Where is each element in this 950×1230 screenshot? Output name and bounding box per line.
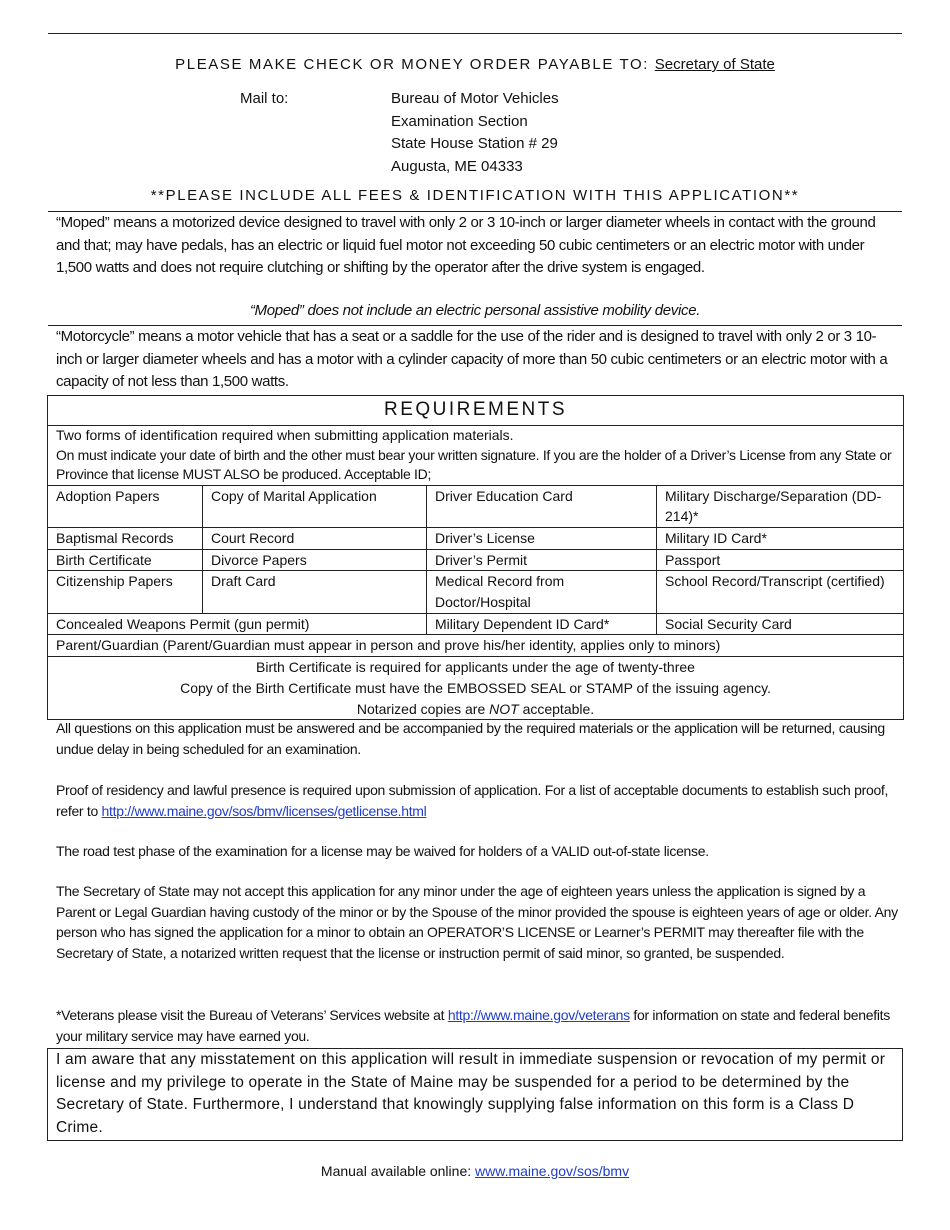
id-cell: Social Security Card [657,613,904,635]
id-cell: Birth Certificate [48,549,203,571]
veterans-text: *Veterans please visit the Bureau of Veterans’ Services website at [56,1007,448,1023]
requirements-title: REQUIREMENTS [48,396,904,426]
table-row [48,613,904,635]
top-rule [48,33,902,34]
payable-line [48,56,902,73]
questions-paragraph: All questions on this application must be answered and be accompanied by the required materials or the application will be returned, causing undue delay in being scheduled for an examination. [56,720,885,757]
parent-guardian-cell: Parent/Guardian (Parent/Guardian must appear in person and prove his/her identity, applies only to minors) [48,635,904,657]
id-cell: Military Discharge/Separation (DD-214)* [657,485,904,527]
intro-line: On must indicate your date of birth and the other must bear your written signature. If you are the holder of a Driver’s License from any State or Province that license MUST ALSO be produced. Acceptable ID; [56,446,892,482]
id-cell: Military ID Card* [657,527,904,549]
notarized-text: Notarized copies are [356,700,490,717]
id-cell: Driver Education Card [427,485,657,527]
address-line: Examination Section [391,112,528,130]
minor-paragraph: The Secretary of State may not accept this application for any minor under the age of eighteen years unless the application is signed by a Parent or Legal Guardian having custody of the minor or by the Spouse of the minor provided the spouse is eighteen years of age or older. Any person who has signed the application for a minor to obtain an OPERATOR’S LICENSE or Learner’s PERMIT may thereafter file with the Secretary of State, a notarized written request that the license or instruction permit of said minor, so granted, be suspended. [56,883,898,961]
veterans-link[interactable]: http://www.maine.gov/veterans [447,1007,630,1023]
table-row [48,635,904,657]
id-cell: Military Dependent ID Card* [427,613,657,635]
id-cell: Draft Card [203,571,427,613]
id-cell: School Record/Transcript (certified) [657,571,904,613]
id-cell: Passport [657,549,904,571]
id-cell: Court Record [203,527,427,549]
table-row [48,657,904,720]
moped-note: “Moped” does not include an electric personal assistive mobility device. [249,302,701,319]
moped-definition: “Moped” means a motorized device designed to travel with only 2 or 3 10-inch or larger diameter wheels in contact with the ground and that; may have pedals, has an electric or liquid fuel motor not exceeding 50 cubic centimeters or an electric motor with under 1,500 watts and does not require clutching or shifting by the operator after the drive system is engaged. [56,214,876,276]
residency-text: Proof of residency and lawful presence is required upon submission of application. For a list of acceptable documents to establish such proof, refer to [56,782,889,819]
intro-line: Two forms of identification required when submitting application materials. [56,427,514,443]
manual-link[interactable]: www.maine.gov/sos/bmv [475,1163,630,1179]
table-row [48,527,904,549]
id-cell: Concealed Weapons Permit (gun permit) [48,613,427,635]
id-cell: Medical Record from Doctor/Hospital [427,571,657,613]
id-cell: Citizenship Papers [48,571,203,613]
address-line: Bureau of Motor Vehicles [391,90,559,107]
mail-address [391,88,559,179]
birth-line: Birth Certificate is required for applicants under the age of twenty-three [256,659,695,676]
id-cell: Copy of Marital Application [203,485,427,527]
table-row [48,485,904,527]
fees-notice: **PLEASE INCLUDE ALL FEES & IDENTIFICATION WITH THIS APPLICATION** [150,187,800,204]
id-cell: Driver’s Permit [427,549,657,571]
birth-line [56,699,895,720]
veterans-paragraph [56,1005,902,1046]
id-cell: Driver’s License [427,527,657,549]
not-emphasis: NOT [489,700,519,717]
address-line: State House Station # 29 [391,135,558,153]
id-cell: Divorce Papers [203,549,427,571]
table-row [48,549,904,571]
birth-line: Copy of the Birth Certificate must have the EMBOSSED SEAL or STAMP of the issuing agency. [180,679,771,696]
misstatement-warning: I am aware that any misstatement on this application will result in immediate suspension or revocation of my permit or license and my privilege to operate in the State of Maine may be suspended for a period to be determined by the Secretary of State. Furthermore, I understand that knowingly supplying false information on this form is a Class D Crime. [47,1048,903,1141]
id-cell: Adoption Papers [48,485,203,527]
table-row [48,571,904,613]
manual-label: Manual available online: [320,1163,476,1179]
id-cell: Baptismal Records [48,527,203,549]
payee-name: Secretary of State [654,56,775,73]
address-line: Augusta, ME 04333 [391,158,523,176]
mail-label: Mail to: [240,90,289,107]
payable-label: PLEASE MAKE CHECK OR MONEY ORDER PAYABLE TO: [175,56,649,73]
birth-certificate-cell [48,657,904,720]
residency-paragraph [56,780,902,821]
veterans-text-end: for information on state and federal benefits your military service may have earned you. [56,1007,890,1044]
motorcycle-definition: “Motorcycle” means a motor vehicle that has a seat or a saddle for the use of the rider and is designed to travel with only 2 or 3 10-inch or larger diameter wheels and has a motor with a cylinder capacity of more than 50 cubic centimeters or an electric motor with a capacity of not less than 1,500 watts. [56,328,888,390]
footer [48,1163,902,1179]
getlicense-link[interactable]: http://www.maine.gov/sos/bmv/licenses/getlicense.html [101,802,427,819]
road-test-paragraph: The road test phase of the examination for a license may be waived for holders of a VALID out-of-state license. [56,843,709,859]
requirements-intro [48,426,904,486]
requirements-table [47,395,904,720]
acceptable-text: acceptable. [518,700,595,717]
